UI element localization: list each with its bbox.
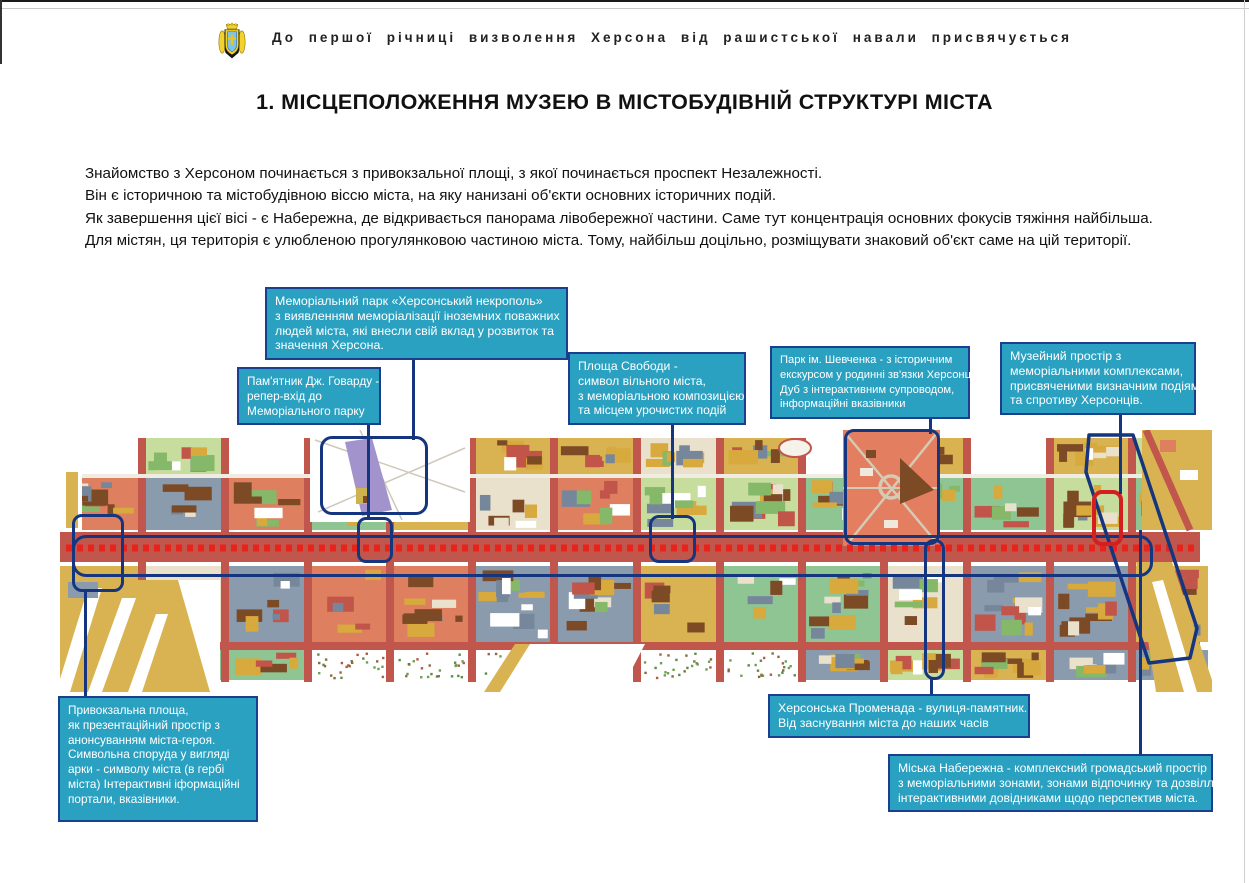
callout-connector-howard-monument [367,421,370,520]
callout-howard-monument-line-3: Меморіального парку [247,403,365,418]
callout-connector-museum-space [1119,414,1122,494]
intro-line-2: Він є історичною та містобудівною віссю міста, на яку нанизані об'єкти основних історичних подій. [85,187,777,205]
map-marker-vokzal-square [72,514,124,592]
callout-memorial-park-line-3: людей міста, які внесли свій вклад у розвиток та [275,323,554,338]
page-title: 1. МІСЦЕПОЛОЖЕННЯ МУЗЕЮ В МІСТОБУДІВНІЙ СТРУКТУРІ МІСТА [256,90,993,114]
header-rule [0,8,1249,9]
callout-connector-memorial-park [412,351,415,440]
callout-museum-space-line-4: та спротиву Херсонців. [1010,393,1143,408]
callout-svobody-square [568,352,746,425]
callout-vokzal-square-line-1: Привокзальна площа, [68,703,189,717]
callout-museum-space-line-2: меморіальними комплексами, [1010,363,1184,378]
intro-line-3: Як завершення цієї вісі - є Набережна, де відкривається панорама лівобережної частини. Саме тут концентрація основних фокусів тяжіння найбільша. [85,209,1153,227]
callout-svobody-square-line-2: символ вільного міста, [578,373,706,388]
callout-vokzal-square-line-4: Символьна споруда у вигляді [68,747,230,762]
callout-shevchenko-park-line-1: Парк ім. Шевченка - з історичним [780,354,953,366]
callout-shevchenko-park-line-2: екскурсом у родинні зв'язки Херсонців [780,368,980,381]
callout-howard-monument [237,367,381,425]
callout-connector-vokzal-square [84,591,87,698]
callout-naberezhna [888,754,1224,812]
callout-shevchenko-park [770,346,980,419]
callout-shevchenko-park-line-3: Дуб з інтерактивним супроводом, [780,383,955,396]
callout-memorial-park-line-2: з виявленням меморіалізації іноземних поважних [275,308,560,323]
callout-promenade-line-1: Херсонська Променада - вулиця-памятник. [778,701,1028,715]
callout-vokzal-square [58,696,258,822]
callout-promenade-line-2: Від заснування міста до наших часів [778,715,989,730]
map-marker-axis-corridor [72,535,1153,577]
callout-svobody-square-line-3: з меморіальною композицією [578,388,745,403]
callout-shevchenko-park-line-4: інформаційні вказівники [780,398,906,411]
callout-connector-naberezhna [1139,530,1142,756]
map-marker-shevchenko-park [844,429,940,545]
header [0,14,1249,62]
page-top-edge [0,0,1249,2]
callout-connector-shevchenko-park [929,419,932,434]
callout-vokzal-square-line-6: міста) Інтерактивні іформаційні [68,776,240,791]
callout-svobody-square-line-4: та місцем урочистих подій [578,403,727,418]
page-right-edge [1244,0,1245,883]
callout-connector-svobody-square [671,421,674,519]
callout-naberezhna-line-1: Міська Набережна - комплексний громадський простір [898,761,1207,775]
callout-vokzal-square-line-5: арки - символу міста (в гербі [68,762,225,777]
callout-museum-space [1000,342,1200,415]
callout-vokzal-square-line-2: як презентаційний простір з [68,717,220,732]
intro-paragraph [85,163,1205,253]
callout-memorial-park-line-4: значення Херсона. [275,338,384,353]
callout-museum-space-line-1: Музейний простір з [1010,349,1122,363]
map-marker-memorial-park [320,436,428,515]
map-marker-howard-monument [357,517,393,563]
callout-vokzal-square-line-7: портали, вказівники. [68,791,180,806]
map-marker-museum-site [1092,490,1123,546]
dedication-text: До першої річниці визволення Херсона від рашистської навали присвячується [272,30,1072,45]
callout-svobody-square-line-1: Площа Свободи - [578,359,678,373]
intro-line-4: Для містян, ця територія є улюбленою прогулянковою частиною міста. Тому, найбільш доцільно, розміщувати знаковий об'єкт саме на цій території. [85,232,1132,250]
callout-howard-monument-line-1: Пам'ятник Дж. Говарду - [247,374,380,388]
callout-vokzal-square-line-3: анонсуванням міста-героя. [68,732,216,747]
kherson-coat-of-arms-icon [218,22,246,62]
map-marker-promenade-street [924,539,945,680]
callout-museum-space-line-3: присвяченими визначним подіям [1010,378,1200,393]
callout-promenade [768,694,1030,738]
callout-howard-monument-line-2: репер-вхід до [247,388,322,403]
callout-naberezhna-line-3: інтерактивними довідниками щодо перспектив міста. [898,790,1199,805]
callout-memorial-park-line-1: Меморіальний парк «Херсонський некрополь» [275,294,543,308]
callout-memorial-park [265,287,568,360]
intro-line-1: Знайомство з Херсоном починається з привокзальної площі, з якої починається проспект Незалежності. [85,165,823,182]
map-marker-svobody-square [649,515,696,563]
callout-naberezhna-line-2: з меморіальними зонами, зонами відпочинку та дозвілля, [898,775,1224,790]
